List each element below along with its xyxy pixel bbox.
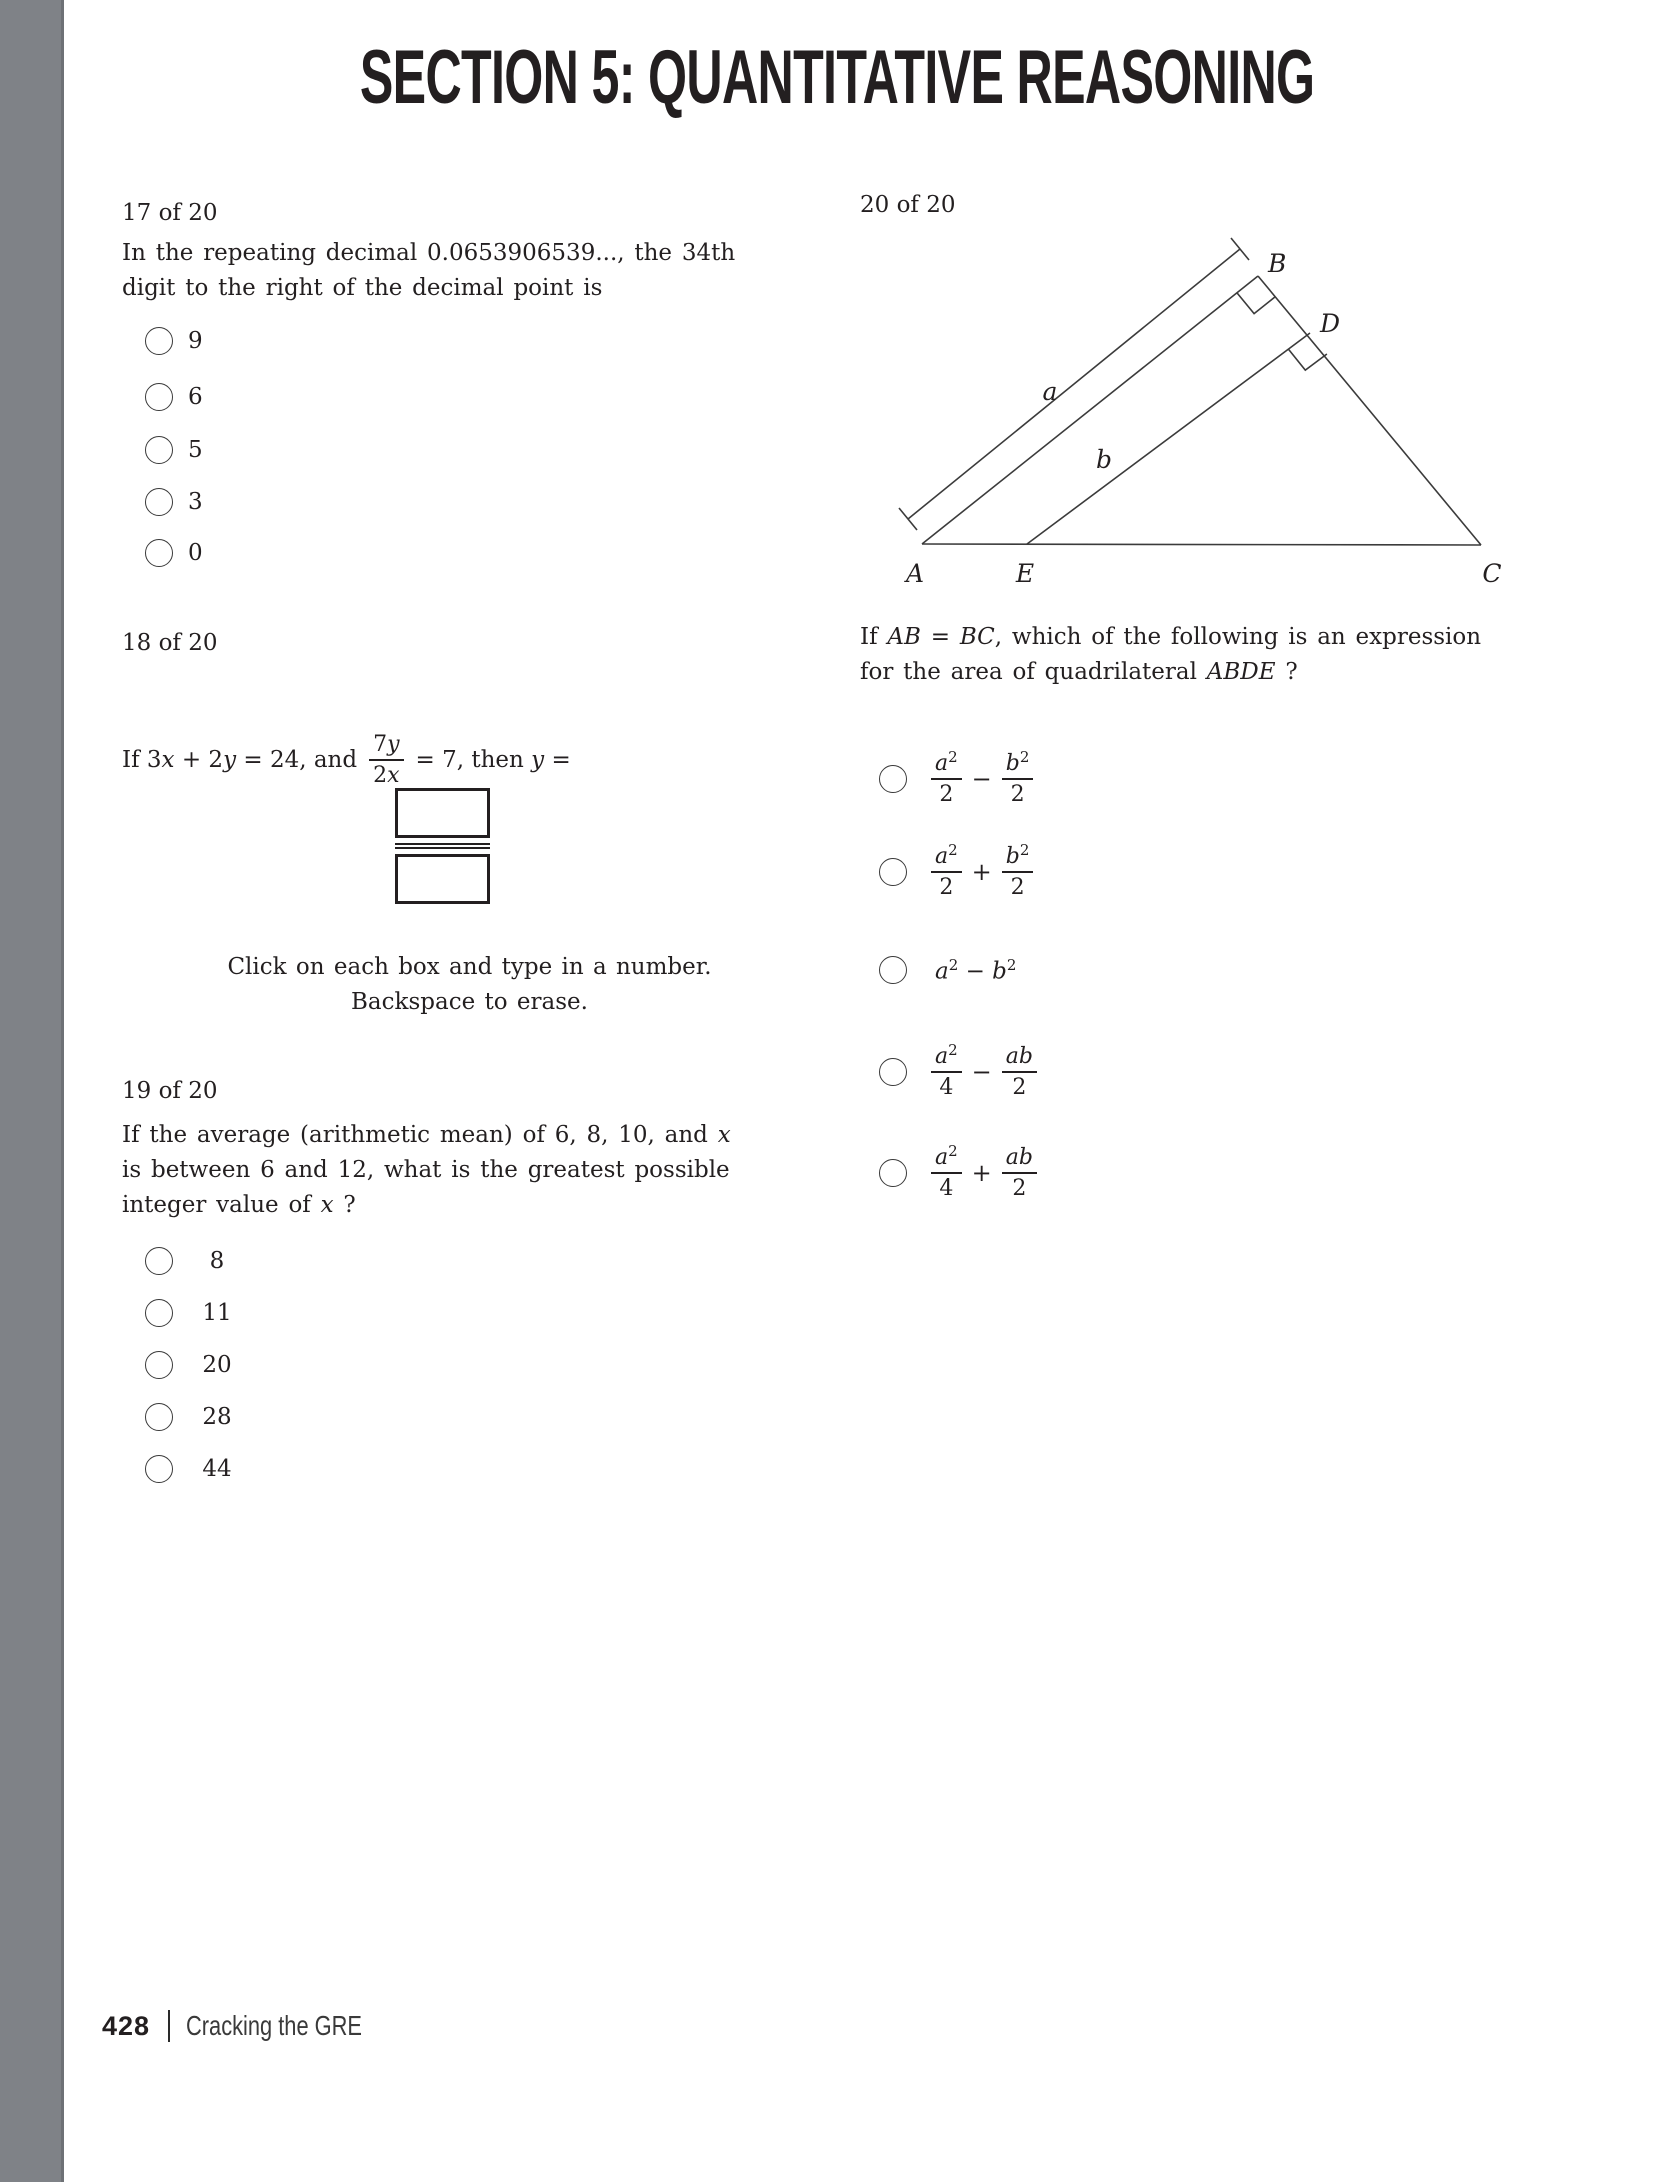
page-title: SECTION 5: QUANTITATIVE REASONING: [360, 35, 1315, 120]
numerator-input-box[interactable]: [395, 788, 490, 838]
q19-option-row[interactable]: [145, 1247, 234, 1275]
operator-sign: −: [971, 1058, 992, 1086]
question-19-line-2: is between 6 and 12, what is the greatest possible: [122, 1157, 730, 1183]
entry-instructions: [212, 950, 727, 1020]
question-19-text: [122, 1118, 731, 1223]
q17-option-label: 0: [188, 540, 203, 566]
vertex-label-b: B: [1268, 249, 1287, 278]
page-edge-strip: [0, 0, 64, 2182]
radio-icon[interactable]: [879, 858, 907, 886]
radio-icon[interactable]: [145, 539, 173, 567]
radio-icon[interactable]: [145, 327, 173, 355]
right-angle-mark-b: [1237, 293, 1275, 314]
measure-tick: [1231, 238, 1249, 260]
q20-option-row[interactable]: [879, 950, 1016, 990]
q19-option-label: 20: [202, 1352, 232, 1378]
radio-icon[interactable]: [879, 1159, 907, 1187]
question-18-number: 18 of 20: [122, 630, 218, 656]
option-fraction-2: $b^2$ 2: [1002, 844, 1034, 901]
side-bc: [1258, 276, 1481, 545]
q17-option-row[interactable]: [145, 436, 203, 464]
operator-sign: +: [971, 1159, 992, 1187]
q20-option-row[interactable]: [879, 826, 1033, 918]
radio-icon[interactable]: [145, 1455, 173, 1483]
question-17-line-2: digit to the right of the decimal point is: [122, 275, 603, 301]
page-number: 428: [102, 2010, 151, 2041]
radio-icon[interactable]: [145, 383, 173, 411]
length-label-a: a: [1042, 377, 1058, 406]
length-label-b: b: [1095, 445, 1113, 474]
question-20-number: 20 of 20: [860, 192, 956, 218]
section-title-wrap: [0, 34, 1675, 121]
operator-sign: +: [971, 858, 992, 886]
option-fraction-1: $a^2$ 2: [931, 751, 962, 808]
vertex-label-e: E: [1015, 559, 1035, 588]
book-title: Cracking the GRE: [186, 2010, 363, 2041]
question-20-text: [860, 620, 1481, 690]
q19-option-label: 8: [209, 1248, 225, 1274]
q17-option-label: 5: [188, 437, 203, 463]
q17-option-row[interactable]: [145, 488, 203, 516]
radio-icon[interactable]: [145, 1403, 173, 1431]
q17-option-row[interactable]: [145, 539, 203, 567]
option-fraction-2: ab 2: [1002, 1145, 1037, 1202]
option-fraction-1: $a^2$ 2: [931, 844, 962, 901]
option-fraction-2: $b^2$ 2: [1002, 751, 1034, 808]
radio-icon[interactable]: [145, 436, 173, 464]
instruction-line-1: Click on each box and type in a number.: [227, 954, 712, 980]
operator-sign: −: [971, 765, 992, 793]
equation-fraction: 7y 2x: [369, 732, 403, 789]
measure-line-a: [908, 249, 1240, 519]
q19-option-label: 11: [202, 1300, 232, 1326]
triangle-diagram: [880, 160, 1560, 590]
entry-fraction-bar: [395, 843, 490, 845]
segment-ed: [1027, 333, 1310, 544]
denominator-input-box[interactable]: [395, 854, 490, 904]
option-expression: $a^2 - b^2$: [935, 955, 1017, 985]
side-ac: [922, 544, 1481, 545]
q17-option-row[interactable]: [145, 327, 203, 355]
question-17-text: [122, 236, 735, 306]
radio-icon[interactable]: [879, 956, 907, 984]
radio-icon[interactable]: [145, 488, 173, 516]
option-fraction-1: $a^2$ 4: [931, 1044, 962, 1101]
q20-option-row[interactable]: [879, 733, 1033, 825]
vertex-label-d: D: [1320, 309, 1341, 338]
question-20-line-2: for the area of quadrilateral ABDE ?: [860, 659, 1298, 685]
question-19-line-1: If the average (arithmetic mean) of 6, 8, 10, and x: [122, 1122, 731, 1148]
measure-tick: [899, 508, 917, 530]
q19-option-row[interactable]: [145, 1403, 234, 1431]
option-fraction-1: $a^2$ 4: [931, 1145, 962, 1202]
q19-option-label: 28: [202, 1404, 232, 1430]
radio-icon[interactable]: [145, 1299, 173, 1327]
page-footer: [102, 2010, 412, 2042]
option-fraction-2: ab 2: [1002, 1044, 1037, 1101]
fraction-bar: [369, 759, 403, 761]
equation-text: = 7, then y =: [415, 747, 571, 773]
radio-icon[interactable]: [145, 1247, 173, 1275]
question-18-equation: [122, 722, 571, 798]
question-20-line-1: If AB = BC, which of the following is an expression: [860, 624, 1482, 650]
footer-divider: [168, 2010, 170, 2042]
q19-option-row[interactable]: [145, 1351, 234, 1379]
q19-option-label: 44: [202, 1456, 232, 1482]
entry-fraction-bar: [395, 847, 490, 849]
question-19-number: 19 of 20: [122, 1078, 218, 1104]
q20-option-row[interactable]: [879, 1026, 1037, 1118]
q17-option-row[interactable]: [145, 383, 203, 411]
radio-icon[interactable]: [879, 765, 907, 793]
q20-option-row[interactable]: [879, 1127, 1037, 1219]
q17-option-label: 9: [188, 328, 203, 354]
vertex-label-c: C: [1482, 559, 1502, 588]
question-19-line-3: integer value of x ?: [122, 1192, 356, 1218]
question-17-number: 17 of 20: [122, 200, 218, 226]
q17-option-label: 3: [188, 489, 203, 515]
q19-option-row[interactable]: [145, 1455, 234, 1483]
q17-option-label: 6: [188, 384, 203, 410]
question-17-line-1: In the repeating decimal 0.0653906539..., the 34th: [122, 240, 736, 266]
fraction-answer-entry: [395, 788, 490, 904]
radio-icon[interactable]: [145, 1351, 173, 1379]
radio-icon[interactable]: [879, 1058, 907, 1086]
vertex-label-a: A: [905, 559, 925, 588]
equation-text: If 3x + 2y = 24, and: [122, 747, 358, 773]
instruction-line-2: Backspace to erase.: [351, 989, 588, 1015]
q19-option-row[interactable]: [145, 1299, 234, 1327]
